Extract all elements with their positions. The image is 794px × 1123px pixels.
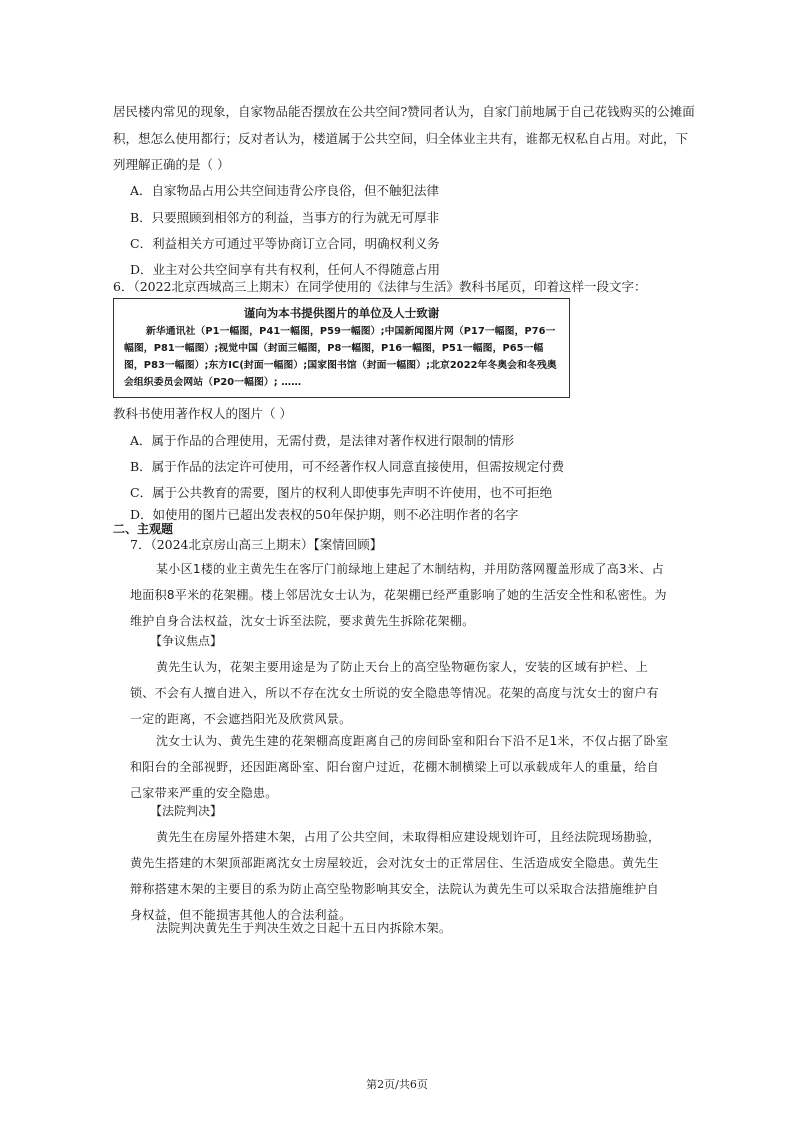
q7-paragraph-mr-huang: 黄先生认为，花架主要用途是为了防止天台上的高空坠物砸伤家人，安装的区域有护栏、上锁、不会有人擅自进入，所以不存在沈女士所说的安全隐患等情况。花架的高度与沈女士的窗户有一定的距离，不会遮挡阳光及欣赏风景。: [130, 660, 659, 726]
acknowledgement-body: 新华通讯社（P1一幅图，P41一幅图，P59一幅图）;中国新闻图片网（P17一幅图，P76一幅图，P81一幅图）;视觉中国（封面三幅图，P8一幅图，P16一幅图，P51一幅图，P65一幅图，P83一幅图）;东方IC(封面一幅图）;国家图书馆（封面一幅图）;北京2022年冬奥会和冬残奥会组织委员会网站（P20一幅图）; ……: [124, 326, 557, 388]
q7-tag-ruling: 【法院判决】: [150, 804, 223, 818]
q7-header: 7．（2024北京房山高三上期末）【案情回顾】: [130, 537, 383, 552]
q5-option-b: B．只要照顾到相邻方的利益，当事方的行为就无可厚非: [130, 210, 440, 225]
q6-option-b: B．属于作品的法定许可使用，可不经著作权人同意直接使用，但需按规定付费: [130, 459, 565, 474]
q5-option-d: D．业主对公共空间享有共有权利，任何人不得随意占用: [130, 262, 441, 277]
q5-stem-line-1: 居民楼内常见的现象，自家物品能否摆放在公共空间?赞同者认为，自家门前地属于自己花钱购买的公摊面: [113, 104, 695, 119]
q5-stem-line-3: 列理解正确的是（ ）: [113, 157, 230, 172]
acknowledgement-title: 谨向为本书提供图片的单位及人士致谢: [243, 306, 440, 320]
q6-stem: 6．（2022北京西城高三上期末）在同学使用的《法律与生活》教科书尾页，印着这样一段文字：: [113, 279, 647, 294]
q5-option-a: A．自家物品占用公共空间违背公序良俗，但不触犯法律: [130, 183, 440, 198]
page-number: 第2页/共6页: [366, 1078, 428, 1091]
acknowledgement-box: [113, 298, 570, 398]
q7-tag-dispute: 【争议焦点】: [150, 634, 223, 648]
section-heading: 二、主观题: [113, 522, 174, 536]
q7-paragraph-case: 某小区1楼的业主黄先生在客厅门前绿地上建起了木制结构，并用防落网覆盖形成了高3米、占地面积8平米的花架棚。楼上邻居沈女士认为，花架棚已经严重影响了她的生活安全性和私密性。为维护自身合法权益，沈女士诉至法院，要求黄先生拆除花架棚。: [130, 562, 667, 628]
q7-paragraph-judgment: 法院判决黄先生于判决生效之日起十五日内拆除木架。: [156, 921, 452, 935]
q5-stem-line-2: 积，想怎么使用都行；反对者认为，楼道属于公共空间，归全体业主共有，谁都无权私自占用。对此，下: [113, 131, 689, 146]
q6-option-c: C．属于公共教育的需要，图片的权利人即使事先声明不许使用，也不可拒绝: [130, 485, 553, 500]
q7-paragraph-ms-shen: 沈女士认为、黄先生建的花架棚高度距离自己的房间卧室和阳台下沿不足1米，不仅占据了卧室和阳台的全部视野，还因距离卧室、阳台窗户过近，花棚木制横梁上可以承载成年人的重量，给自己家带来严重的安全隐患。: [130, 734, 669, 800]
q6-question: 教科书使用著作权人的图片（ ）: [113, 406, 292, 421]
q6-option-a: A．属于作品的合理使用，无需付费，是法律对著作权进行限制的情形: [130, 433, 515, 448]
q6-option-d: D．如使用的图片已超出发表权的50年保护期，则不必注明作者的名字: [130, 507, 519, 522]
q5-option-c: C．利益相关方可通过平等协商订立合同，明确权利义务: [130, 236, 440, 251]
q7-paragraph-court-reason: 黄先生在房屋外搭建木架，占用了公共空间，未取得相应建设规划许可，且经法院现场勘验，黄先生搭建的木架顶部距离沈女士房屋较近，会对沈女士的正常居住、生活造成安全隐患。黄先生辩称搭建木架的主要目的系为防止高空坠物影响其安全，法院认为黄先生可以采取合法措施维护自身权益，但不能损害其他人的合法利益。: [130, 830, 661, 922]
